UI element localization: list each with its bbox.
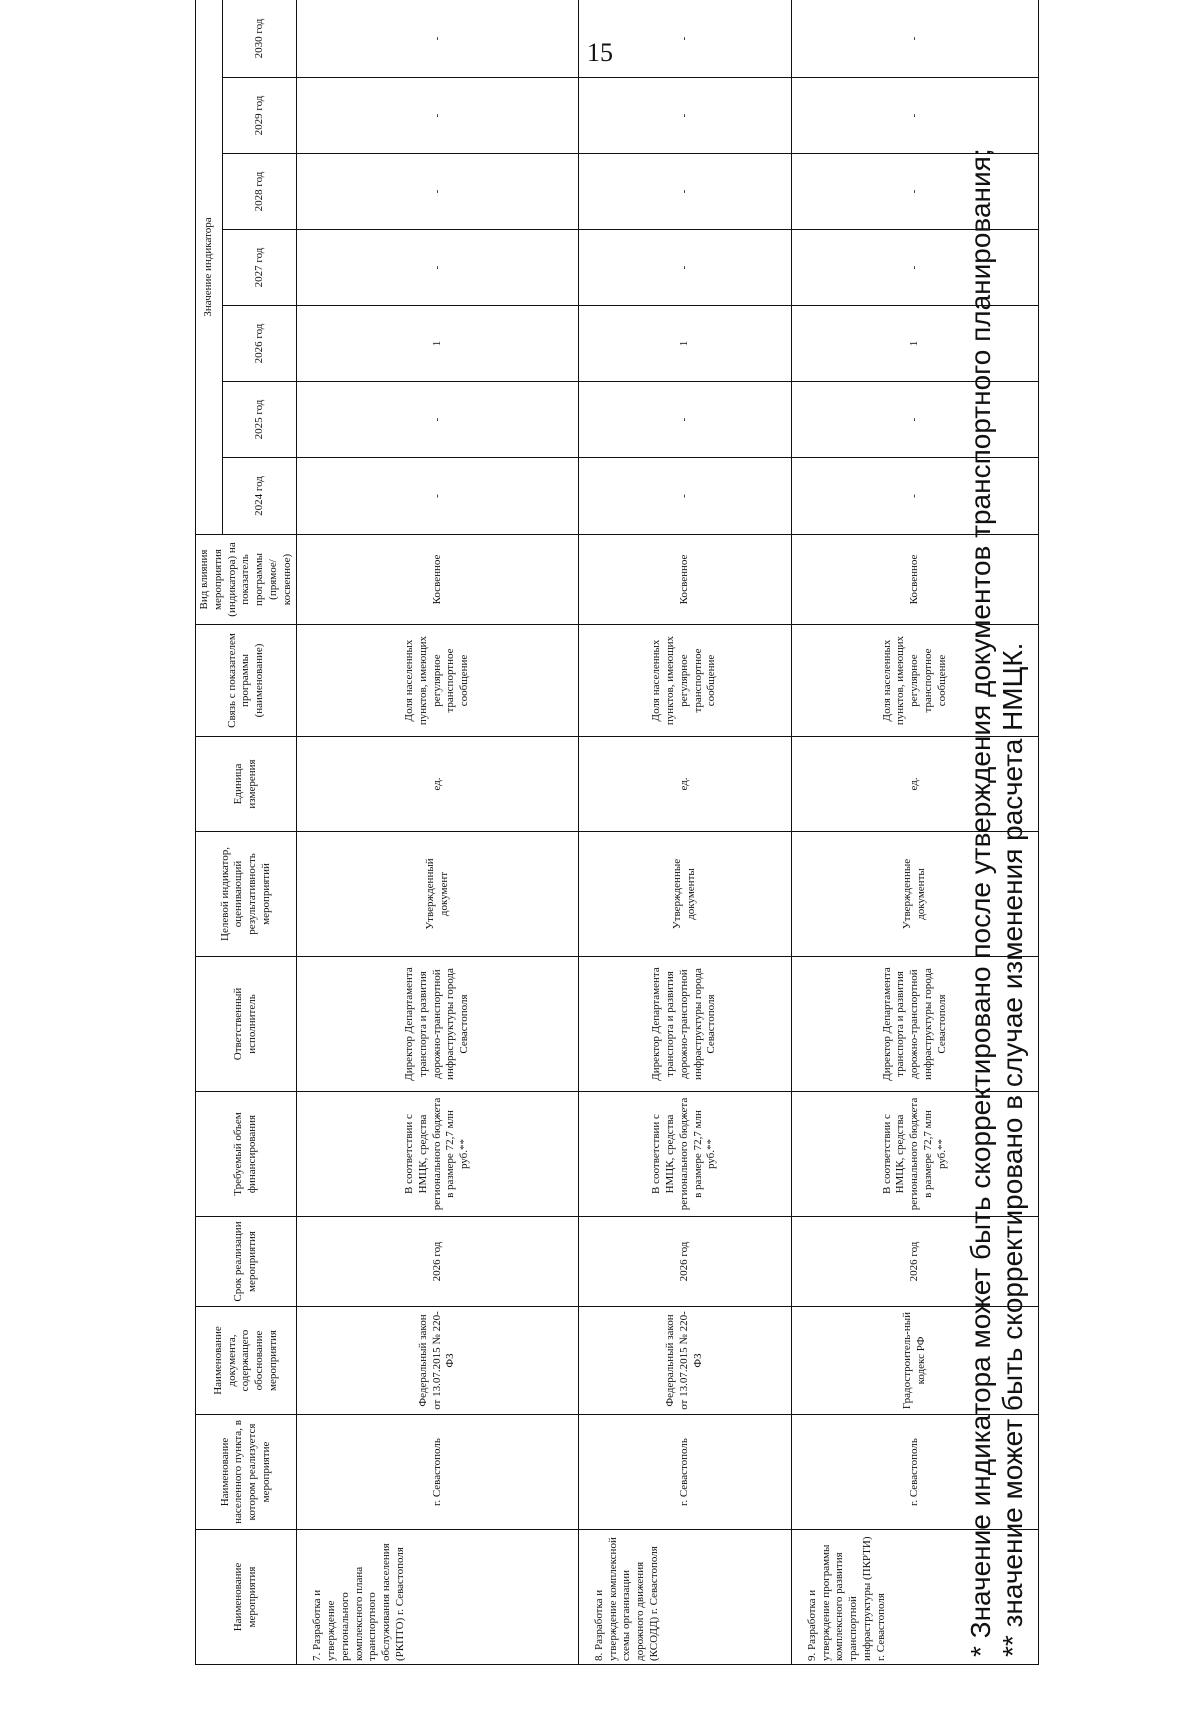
footnote-2: ** значение может быть скорректировано в случае изменения расчета НМЦК.	[997, 642, 1029, 1657]
cell-funding: В соответствии с НМЦК, средства регионального бюджета в размере 72,7 млн руб.**	[791, 1092, 1038, 1217]
cell-indicator: Утвержденные документы	[578, 832, 791, 957]
cell-influence: Косвенное	[297, 535, 579, 625]
header-year: 2025 год	[223, 382, 297, 458]
cell-executor: Директор Департамента транспорта и развития дорожно-транспортной инфраструктуры города Севастополя	[791, 957, 1038, 1092]
cell-value: -	[297, 78, 579, 154]
header-indicator: Целевой индикатор, оценивающий результативность мероприятий	[196, 832, 297, 957]
cell-executor: Директор Департамента транспорта и развития дорожно-транспортной инфраструктуры города Севастополя	[297, 957, 579, 1092]
cell-unit: ед.	[297, 737, 579, 832]
header-values-group: Значение индикатора	[196, 0, 223, 535]
rotated-landscape-page	[195, 18, 1055, 1665]
cell-document: Градостроитель-ный кодекс РФ	[791, 1307, 1038, 1415]
cell-value: -	[578, 154, 791, 230]
cell-influence: Косвенное	[578, 535, 791, 625]
cell-value: -	[297, 382, 579, 458]
cell-indicator: Утвержденные документы	[791, 832, 1038, 957]
cell-value: -	[791, 458, 1038, 535]
cell-value: -	[791, 78, 1038, 154]
cell-value: -	[297, 458, 579, 535]
cell-value: -	[578, 0, 791, 78]
footnote-1: * Значение индикатора может быть скорректировано после утверждения документов транспортного планирования;	[965, 148, 996, 1657]
cell-value: 1	[297, 306, 579, 382]
cell-unit: ед.	[578, 737, 791, 832]
cell-locality: г. Севастополь	[297, 1415, 579, 1530]
cell-name: 9. Разработка и утверждение программы комплексного развития транспортной инфраструктуры (ПКРТИ) г. Севастополя	[791, 1530, 1038, 1665]
header-executor: Ответственный исполнитель	[196, 957, 297, 1092]
cell-value: -	[297, 230, 579, 306]
cell-link: Доля населенных пунктов, имеющих регулярное транспортное сообщение	[791, 625, 1038, 737]
cell-document: Федеральный закон от 13.07.2015 № 220-ФЗ	[297, 1307, 579, 1415]
cell-name: 7. Разработка и утверждение регионального комплексного плана транспортного обслуживания населения (РКПТО) г. Севастополя	[297, 1530, 579, 1665]
cell-value: -	[791, 0, 1038, 78]
cell-value: -	[791, 154, 1038, 230]
header-influence: Вид влияния мероприятия (индикатора) на показатель программы (прямое/ косвенное)	[196, 535, 297, 625]
header-unit: Единица измерения	[196, 737, 297, 832]
cell-term: 2026 год	[578, 1217, 791, 1307]
cell-value: -	[791, 382, 1038, 458]
header-year: 2029 год	[223, 78, 297, 154]
header-year: 2027 год	[223, 230, 297, 306]
cell-value: -	[578, 458, 791, 535]
cell-link: Доля населенных пунктов, имеющих регулярное транспортное сообщение	[297, 625, 579, 737]
header-row-1	[196, 0, 223, 1665]
cell-value: 1	[578, 306, 791, 382]
cell-link: Доля населенных пунктов, имеющих регулярное транспортное сообщение	[578, 625, 791, 737]
cell-value: -	[578, 382, 791, 458]
cell-value: -	[578, 78, 791, 154]
cell-funding: В соответствии с НМЦК, средства регионального бюджета в размере 72,7 млн руб.**	[297, 1092, 579, 1217]
cell-term: 2026 год	[297, 1217, 579, 1307]
cell-value: -	[578, 230, 791, 306]
cell-locality: г. Севастополь	[791, 1415, 1038, 1530]
header-funding: Требуемый объем финансирования	[196, 1092, 297, 1217]
table-row	[578, 0, 791, 1665]
header-year: 2030 год	[223, 0, 297, 78]
header-term: Срок реализации мероприятия	[196, 1217, 297, 1307]
cell-name: 8. Разработка и утверждение комплексной схемы организации дорожного движения (КСОДД) г. Севастополя	[578, 1530, 791, 1665]
cell-value: -	[791, 230, 1038, 306]
cell-value: -	[297, 0, 579, 78]
cell-unit: ед.	[791, 737, 1038, 832]
cell-value: -	[297, 154, 579, 230]
cell-document: Федеральный закон от 13.07.2015 № 220-ФЗ	[578, 1307, 791, 1415]
indicators-table	[195, 0, 1039, 1665]
cell-executor: Директор Департамента транспорта и развития дорожно-транспортной инфраструктуры города Севастополя	[578, 957, 791, 1092]
cell-term: 2026 год	[791, 1217, 1038, 1307]
cell-funding: В соответствии с НМЦК, средства регионального бюджета в размере 72,7 млн руб.**	[578, 1092, 791, 1217]
cell-influence: Косвенное	[791, 535, 1038, 625]
header-link: Связь с показателем программы (наименование)	[196, 625, 297, 737]
table-row	[297, 0, 579, 1665]
header-year: 2026 год	[223, 306, 297, 382]
cell-indicator: Утвержденный документ	[297, 832, 579, 957]
cell-value: 1	[791, 306, 1038, 382]
header-year: 2028 год	[223, 154, 297, 230]
header-year: 2024 год	[223, 458, 297, 535]
header-name: Наименование мероприятия	[196, 1530, 297, 1665]
cell-locality: г. Севастополь	[578, 1415, 791, 1530]
page-number: 15	[587, 38, 613, 67]
header-document: Наименование документа, содержащего обоснование мероприятия	[196, 1307, 297, 1415]
header-locality: Наименование населенного пункта, в котором реализуется мероприятие	[196, 1415, 297, 1530]
footnotes	[965, 107, 1029, 1657]
